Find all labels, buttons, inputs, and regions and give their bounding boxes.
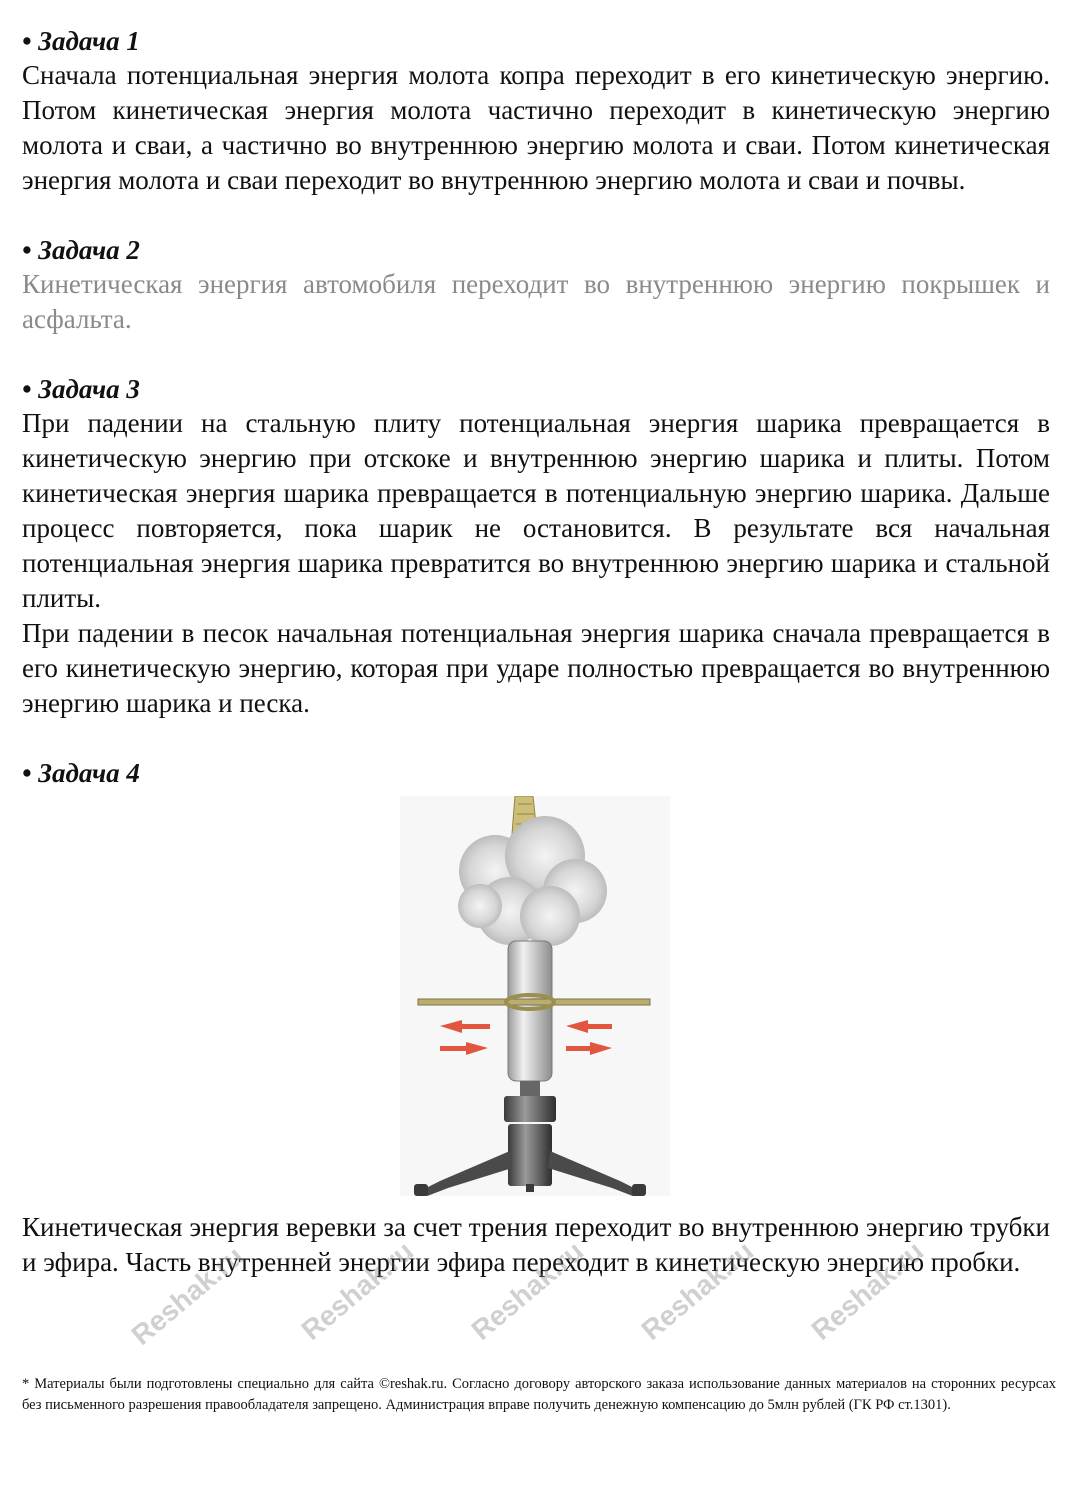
document-page xyxy=(22,24,1050,1280)
watermark-4: Reshak.ru xyxy=(635,1235,760,1347)
task-3-title: • Задача 3 xyxy=(22,374,140,404)
ether-tube-illustration xyxy=(400,796,670,1196)
task-4-text: Кинетическая энергия веревки за счет трения переходит во внутреннюю энергию трубки и эфира. Часть внутренней энергии эфира переходит в кинетическую энергию пробки. xyxy=(22,1212,1050,1277)
watermark-1: Reshak.ru xyxy=(125,1240,250,1352)
ether-tube-drawing xyxy=(400,796,670,1196)
task-1-text: Сначала потенциальная энергия молота копра переходит в его кинетическую энергию. Потом кинетическая энергия молота частично переходит в кинетическую энергию молота и сваи, а частично во внутреннюю энергию молота и сваи. Потом кинетическая энергия молота и сваи переходит во внутреннюю энергию молота и сваи и почвы. xyxy=(22,60,1050,195)
task-3 xyxy=(22,372,1050,721)
task-3-text-2: При падении в песок начальная потенциальная энергия шарика сначала превращается в его кинетическую энергию, которая при ударе полностью превращается во внутреннюю энергию шарика и песка. xyxy=(22,618,1050,718)
task-2-text: Кинетическая энергия автомобиля переходит во внутреннюю энергию покрышек и асфальта. xyxy=(22,269,1050,334)
task-2-title: • Задача 2 xyxy=(22,235,140,265)
task-4 xyxy=(22,756,1050,1280)
watermark-5: Reshak.ru xyxy=(805,1235,930,1347)
task-1-title: • Задача 1 xyxy=(22,26,140,56)
task-2 xyxy=(22,233,1050,337)
task-3-text-1: При падении на стальную плиту потенциальная энергия шарика превращается в кинетическую энергию при отскоке и внутреннюю энергию шарика и плиты. Потом кинетическая энергия шарика превращается в потенциальную энергию шарика. Дальше процесс повторяется, пока шарик не остановится. В результате вся начальная потенциальная энергия шарика превратится во внутреннюю энергию шарика и стальной плиты. xyxy=(22,408,1050,613)
watermark-3: Reshak.ru xyxy=(465,1235,590,1347)
task-1 xyxy=(22,24,1050,198)
watermark-2: Reshak.ru xyxy=(295,1235,420,1347)
task-4-title: • Задача 4 xyxy=(22,758,140,788)
copyright-footnote: * Материалы были подготовлены специально для сайта ©reshak.ru. Согласно договору авторского заказа использование данных материалов на сторонних ресурсах без письменного разрешения правообладателя запрещено. Администрация вправе получить денежную компенсацию до 5млн рублей (ГК РФ ст.1301). xyxy=(22,1376,1056,1413)
